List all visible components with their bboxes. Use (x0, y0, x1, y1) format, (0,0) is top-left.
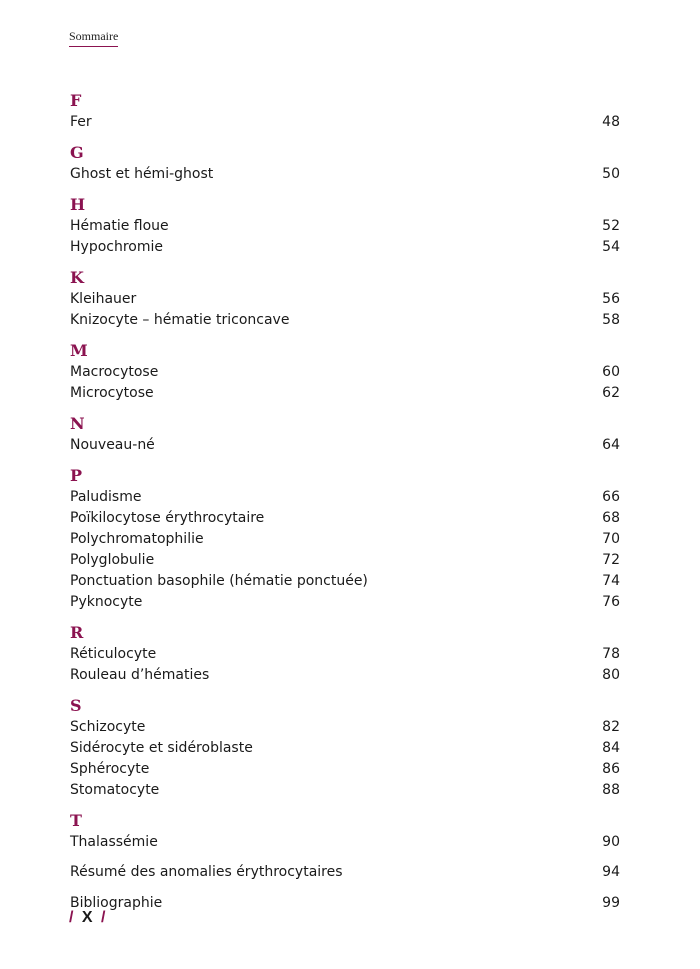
toc-entry[interactable] (70, 717, 620, 738)
entry-label: Hématie floue (70, 218, 169, 234)
toc-entry[interactable] (70, 665, 620, 686)
toc-entry[interactable] (70, 383, 620, 404)
entry-page-number: 54 (602, 239, 620, 255)
entry-label: Poïkilocytose érythrocytaire (70, 510, 265, 526)
entry-label: Résumé des anomalies érythrocytaires (70, 864, 343, 880)
entry-page-number: 70 (602, 531, 620, 547)
entry-page-number: 60 (602, 364, 620, 380)
toc-entry[interactable] (70, 164, 620, 185)
entry-label: Thalassémie (70, 834, 158, 850)
entry-label: Bibliographie (70, 895, 163, 911)
entry-page-number: 99 (602, 895, 620, 911)
toc-entry[interactable] (70, 508, 620, 529)
entry-page-number: 86 (602, 761, 620, 777)
entry-page-number: 66 (602, 489, 620, 505)
entry-page-number: 84 (602, 740, 620, 756)
section-letter: N (70, 414, 85, 433)
entry-page-number: 48 (602, 114, 620, 130)
toc-section (70, 142, 620, 185)
entry-page-number: 82 (602, 719, 620, 735)
footer-page-number: X (81, 909, 95, 926)
toc-entry[interactable] (70, 362, 620, 383)
entry-page-number: 52 (602, 218, 620, 234)
entry-label: Rouleau d’hématies (70, 667, 210, 683)
toc-entry[interactable] (70, 893, 620, 914)
entry-page-number: 68 (602, 510, 620, 526)
entry-label: Ghost et hémi-ghost (70, 166, 214, 182)
entry-page-number: 74 (602, 573, 620, 589)
entry-label: Sidérocyte et sidéroblaste (70, 740, 253, 756)
entry-label: Fer (70, 114, 92, 130)
entry-label: Polychromatophilie (70, 531, 204, 547)
toc-entry[interactable] (70, 216, 620, 237)
toc-entry[interactable] (70, 832, 620, 853)
entry-page-number: 90 (602, 834, 620, 850)
entry-page-number: 76 (602, 594, 620, 610)
toc-section (70, 340, 620, 404)
title-underline (69, 46, 118, 47)
toc-section (70, 90, 620, 133)
footer-slash-left: / (69, 909, 76, 926)
entry-label: Polyglobulie (70, 552, 155, 568)
toc-entry[interactable] (70, 487, 620, 508)
toc-entry[interactable] (70, 112, 620, 133)
section-letter: R (70, 623, 84, 642)
toc-entry[interactable] (70, 289, 620, 310)
entry-label: Nouveau-né (70, 437, 155, 453)
entry-page-number: 78 (602, 646, 620, 662)
entry-page-number: 88 (602, 782, 620, 798)
toc-section (70, 622, 620, 686)
toc-section (70, 465, 620, 613)
page-footer (69, 909, 107, 927)
entry-label: Knizocyte – hématie triconcave (70, 312, 290, 328)
section-letter: K (70, 268, 84, 287)
toc-entry[interactable] (70, 310, 620, 331)
entry-page-number: 50 (602, 166, 620, 182)
entry-label: Kleihauer (70, 291, 137, 307)
page-title: Sommaire (69, 29, 119, 43)
section-letter: G (70, 143, 84, 162)
entry-label: Sphérocyte (70, 761, 150, 777)
entry-label: Microcytose (70, 385, 154, 401)
entry-page-number: 56 (602, 291, 620, 307)
entry-page-number: 80 (602, 667, 620, 683)
toc-entry[interactable] (70, 592, 620, 613)
toc-entry[interactable] (70, 571, 620, 592)
toc-entry[interactable] (70, 529, 620, 550)
entry-page-number: 58 (602, 312, 620, 328)
section-letter: S (70, 696, 82, 715)
toc-section (70, 194, 620, 258)
section-letter: P (70, 466, 83, 485)
page-header (69, 29, 118, 47)
entry-label: Stomatocyte (70, 782, 160, 798)
entry-page-number: 64 (602, 437, 620, 453)
toc-section (70, 413, 620, 456)
entry-page-number: 94 (602, 864, 620, 880)
toc-entry[interactable] (70, 738, 620, 759)
toc-entry[interactable] (70, 759, 620, 780)
section-letter: F (70, 91, 82, 110)
toc-section (70, 695, 620, 801)
section-letter: M (70, 341, 88, 360)
section-letter: H (70, 195, 86, 214)
entry-page-number: 62 (602, 385, 620, 401)
toc-entry[interactable] (70, 237, 620, 258)
entry-label: Macrocytose (70, 364, 159, 380)
toc-entry[interactable] (70, 780, 620, 801)
toc-entry[interactable] (70, 550, 620, 571)
entry-label: Paludisme (70, 489, 142, 505)
table-of-contents (70, 90, 620, 924)
toc-entry[interactable] (70, 862, 620, 883)
entry-label: Pyknocyte (70, 594, 143, 610)
toc-section (70, 267, 620, 331)
footer-slash-right: / (101, 909, 108, 926)
section-letter: T (70, 811, 82, 830)
entry-label: Ponctuation basophile (hématie ponctuée) (70, 573, 368, 589)
toc-entry[interactable] (70, 644, 620, 665)
toc-section (70, 810, 620, 853)
toc-entry[interactable] (70, 435, 620, 456)
entry-label: Schizocyte (70, 719, 146, 735)
entry-page-number: 72 (602, 552, 620, 568)
entry-label: Réticulocyte (70, 646, 157, 662)
entry-label: Hypochromie (70, 239, 163, 255)
